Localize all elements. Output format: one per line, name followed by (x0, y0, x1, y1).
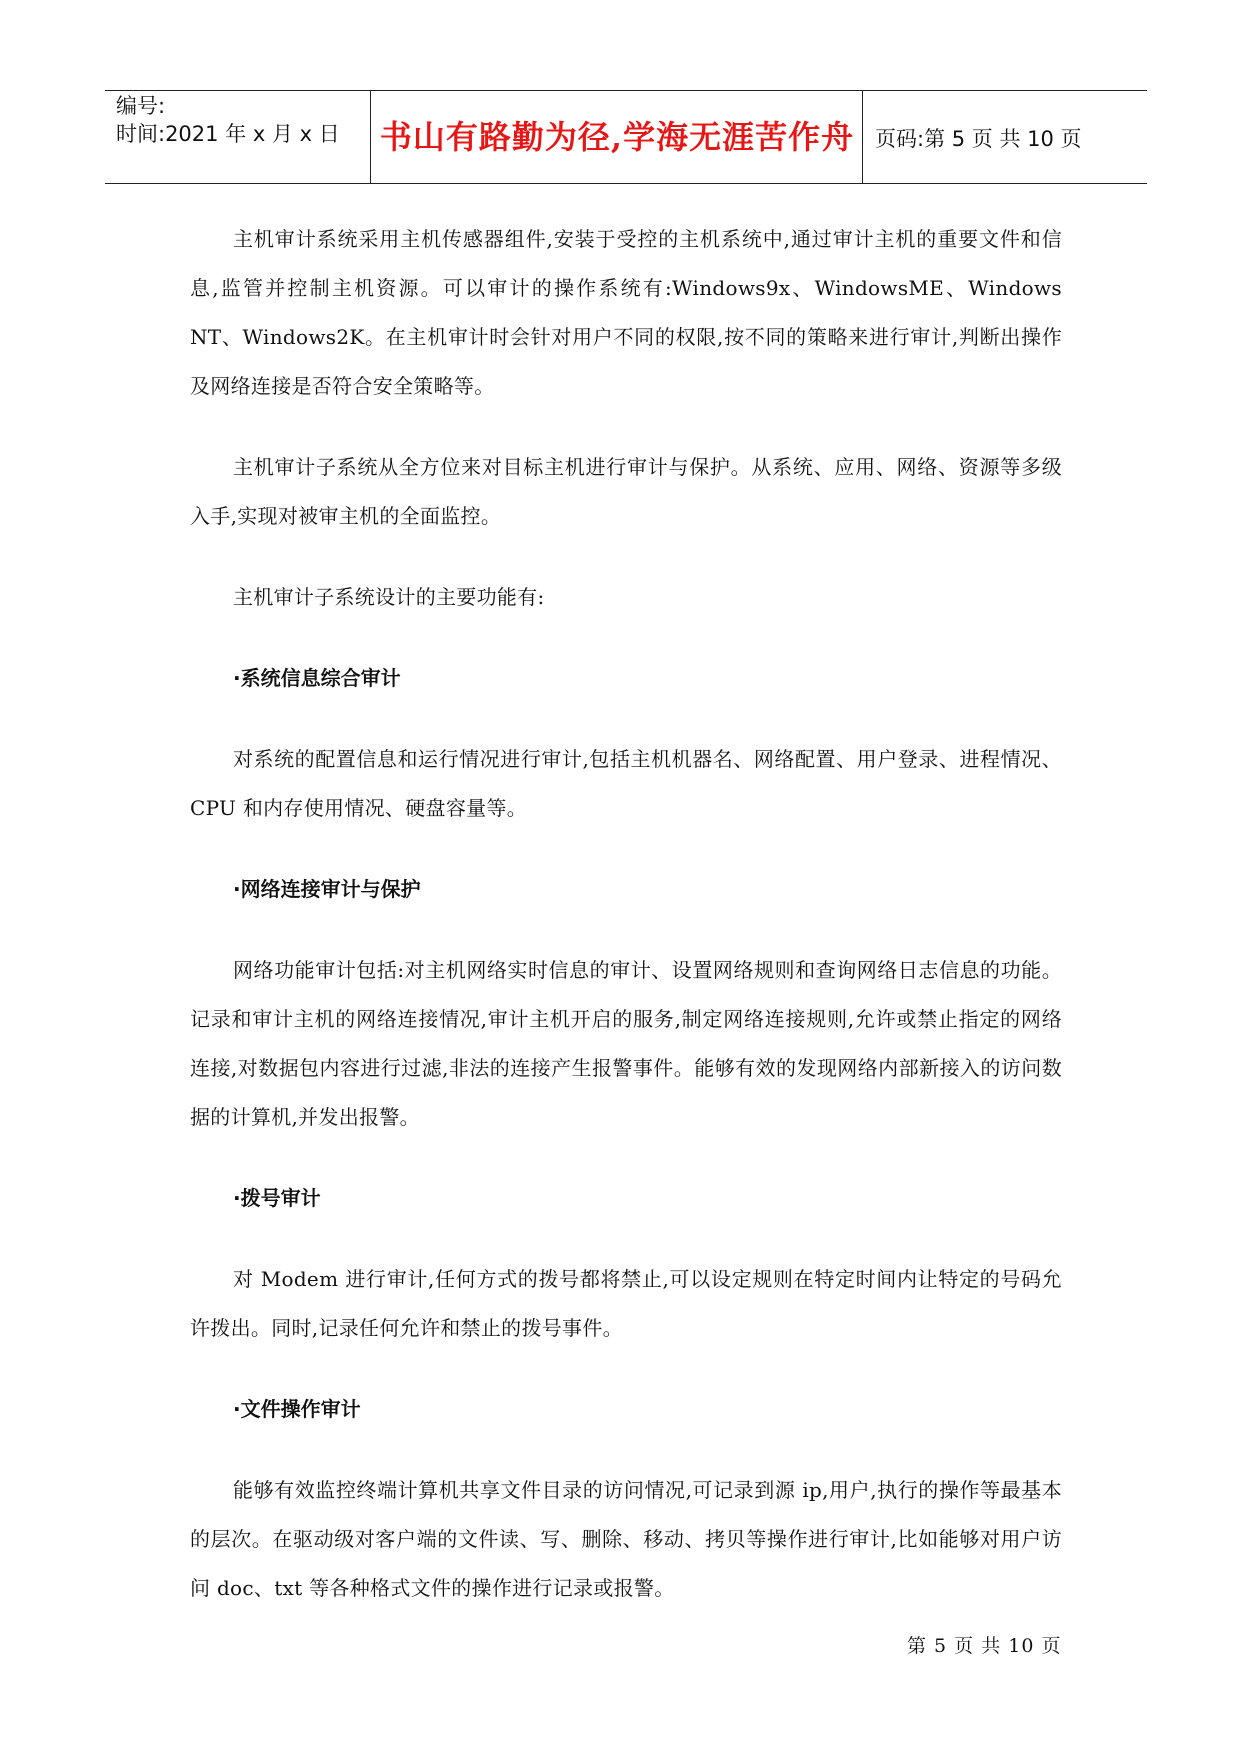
header-bottom-rule (105, 183, 1147, 184)
header-top-rule (105, 90, 1147, 91)
header-divider-right (862, 90, 863, 183)
section-heading-file-ops: ·文件操作审计 (233, 1397, 361, 1421)
section-heading-network: ·网络连接审计与保护 (233, 877, 421, 901)
paragraph-network: 网络功能审计包括:对主机网络实时信息的审计、设置网络规则和查询网络日志信息的功能。记录和审计主机的网络连接情况,审计主机开启的服务,制定网络连接规则,允许或禁止指定的网络连接,对数据包内容进行过滤,非法的连接产生报警事件。能够有效的发现网络内部新接入的访问数据的计算机,并发出报警。 (190, 958, 1062, 1129)
paragraph-overview: 主机审计子系统从全方位来对目标主机进行审计与保护。从系统、应用、网络、资源等多级入手,实现对被审主机的全面监控。 (190, 455, 1062, 528)
section-heading-dialup: ·拨号审计 (233, 1186, 321, 1210)
section-heading-system-info: ·系统信息综合审计 (233, 666, 401, 690)
header-meta (116, 92, 366, 148)
footer-page-number: 第 5 页 共 10 页 (907, 1635, 1062, 1657)
document-body (190, 215, 1062, 1613)
header-time-label: 时间:2021 年 x 月 x 日 (116, 122, 340, 146)
header-page-code: 页码:第 5 页 共 10 页 (875, 127, 1082, 151)
paragraph-file-ops: 能够有效监控终端计算机共享文件目录的访问情况,可记录到源 ip,用户,执行的操作等最基本的层次。在驱动级对客户端的文件读、写、删除、移动、拷贝等操作进行审计,比如能够对用户访问 doc、txt 等各种格式文件的操作进行记录或报警。 (190, 1478, 1062, 1600)
paragraph-system-info: 对系统的配置信息和运行情况进行审计,包括主机机器名、网络配置、用户登录、进程情况、CPU 和内存使用情况、硬盘容量等。 (190, 747, 1062, 820)
header-motto: 书山有路勤为径,学海无涯苦作舟 (379, 118, 855, 156)
header-divider-left (370, 90, 371, 183)
header-number-label: 编号: (116, 94, 166, 118)
paragraph-dialup: 对 Modem 进行审计,任何方式的拨号都将禁止,可以设定规则在特定时间内让特定的号码允许拨出。同时,记录任何允许和禁止的拨号事件。 (190, 1267, 1062, 1340)
paragraph-functions-lead: 主机审计子系统设计的主要功能有: (233, 585, 545, 609)
paragraph-intro: 主机审计系统采用主机传感器组件,安装于受控的主机系统中,通过审计主机的重要文件和信息,监管并控制主机资源。可以审计的操作系统有:Windows9x、WindowsME、Windows NT、Windows2K。在主机审计时会针对用户不同的权限,按不同的策略来进行审计,判断出操作及网络连接是否符合安全策略等。 (190, 227, 1062, 398)
